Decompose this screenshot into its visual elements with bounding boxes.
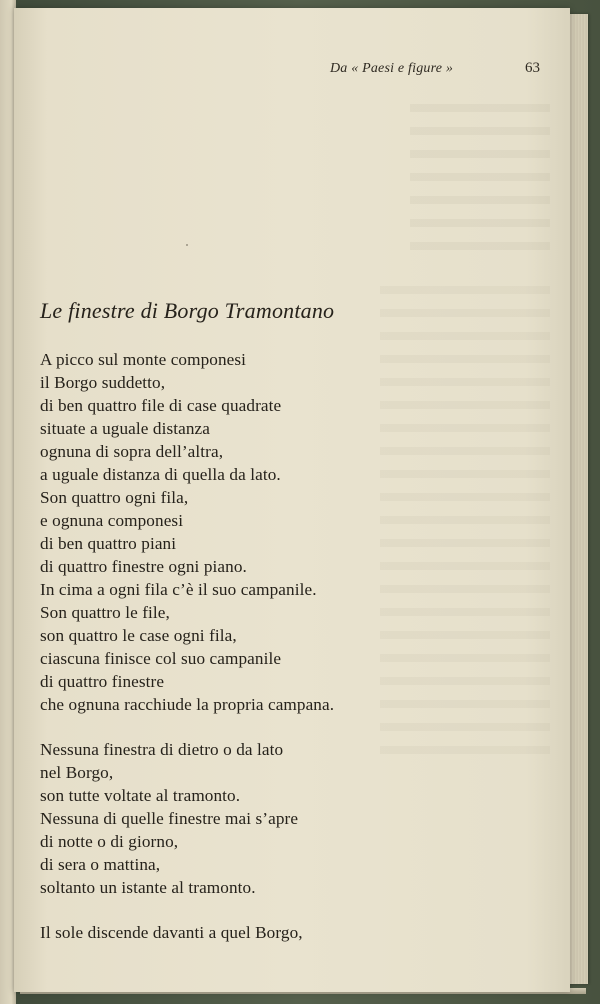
- poem-line: che ognuna racchiude la propria campana.: [40, 695, 335, 714]
- poem-line: nel Borgo,: [40, 763, 114, 782]
- poem-line: In cima a ogni fila c’è il suo campanile.: [40, 580, 317, 599]
- poem-line: Il sole discende davanti a quel Borgo,: [40, 923, 303, 942]
- stanza-3: [40, 921, 540, 944]
- poem-line: ognuna di sopra dell’altra,: [40, 442, 224, 461]
- poem-line: di sera o mattina,: [40, 855, 161, 874]
- poem-line: di quattro finestre ogni piano.: [40, 557, 247, 576]
- poem-line: Nessuna di quelle finestre mai s’apre: [40, 809, 299, 828]
- stanza-1: [40, 348, 540, 716]
- show-through: [410, 104, 550, 264]
- poem-title: Le finestre di Borgo Tramontano: [40, 298, 335, 323]
- page-number: 63: [525, 60, 540, 76]
- poem-line: a uguale distanza di quella da lato.: [40, 465, 281, 484]
- poem: [40, 296, 540, 944]
- stanza-2: [40, 738, 540, 899]
- poem-line: situate a uguale distanza: [40, 419, 211, 438]
- speck: [186, 244, 188, 246]
- poem-line: e ognuna componesi: [40, 511, 184, 530]
- poem-line: Nessuna finestra di dietro o da lato: [40, 740, 284, 759]
- poem-line: son quattro le case ogni fila,: [40, 626, 237, 645]
- poem-line: Son quattro ogni fila,: [40, 488, 189, 507]
- poem-line: A picco sul monte componesi: [40, 350, 247, 369]
- poem-line: ciascuna finisce col suo campanile: [40, 649, 282, 668]
- poem-line: soltanto un istante al tramonto.: [40, 878, 256, 897]
- poem-line: Son quattro le file,: [40, 603, 170, 622]
- poem-line: di ben quattro file di case quadrate: [40, 396, 282, 415]
- page-header: [330, 60, 540, 77]
- poem-line: di ben quattro piani: [40, 534, 177, 553]
- poem-line: di quattro finestre: [40, 672, 165, 691]
- poem-line: il Borgo suddetto,: [40, 373, 166, 392]
- poem-line: son tutte voltate al tramonto.: [40, 786, 241, 805]
- running-head: Da « Paesi e figure »: [330, 61, 454, 76]
- poem-line: di notte o di giorno,: [40, 832, 179, 851]
